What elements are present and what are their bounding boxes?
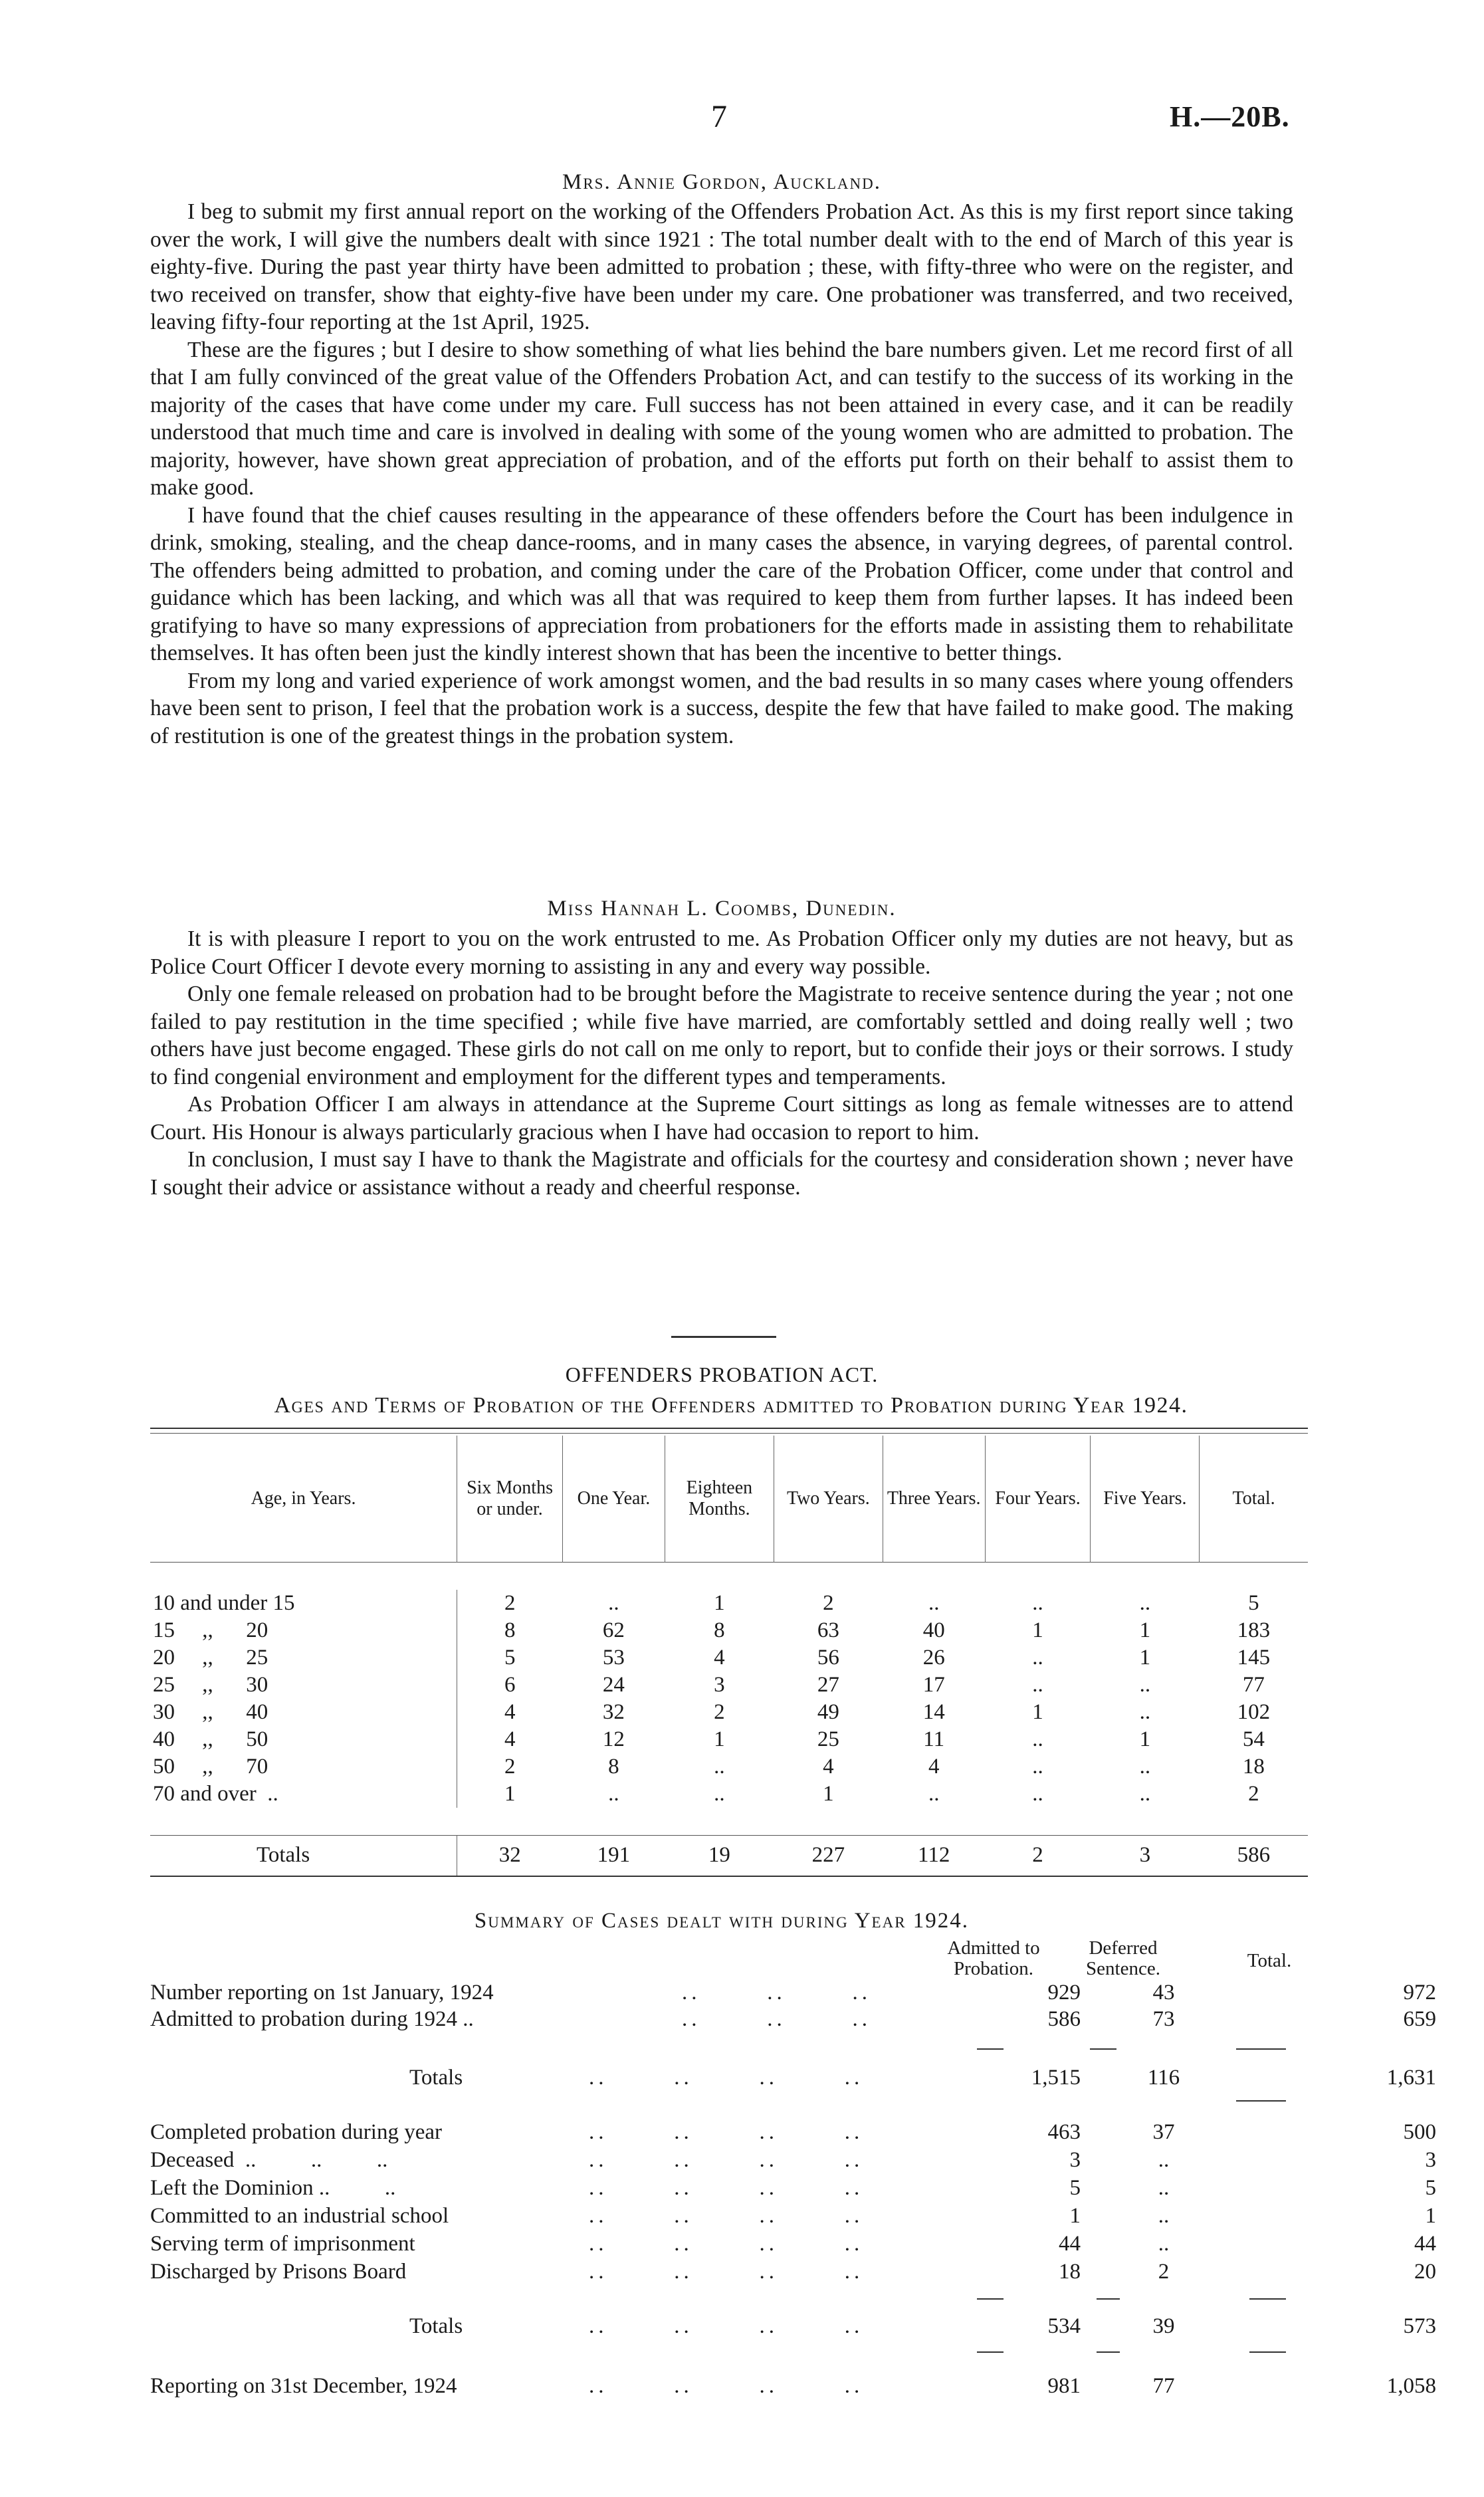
value-cell: .. <box>1158 2176 1170 2200</box>
value-cell: 20 <box>1414 2260 1436 2284</box>
leader-dots: .. .. .. <box>682 1981 871 2005</box>
value-cell: 17 <box>922 1672 945 1697</box>
value-cell: 4 <box>714 1645 725 1670</box>
value-cell: .. <box>1032 1781 1043 1806</box>
value-cell: 1 <box>1069 2204 1081 2228</box>
column-header: Total. <box>1200 1436 1308 1562</box>
total-cell: 32 <box>457 1835 563 1876</box>
leader-dots: .. .. .. .. <box>589 2232 864 2256</box>
total-cell: 116 <box>1147 2066 1180 2090</box>
section-divider <box>671 1336 776 1338</box>
age-cell: 10 and under 15 <box>153 1590 295 1615</box>
leader-dots: .. .. .. .. <box>589 2176 864 2200</box>
sum-rule <box>1097 2351 1120 2353</box>
value-cell: 62 <box>602 1618 625 1642</box>
total-cell: 112 <box>918 1843 950 1868</box>
value-cell: 77 <box>1152 2374 1175 2398</box>
leader-dots: .. .. .. .. <box>589 2260 864 2284</box>
leader-dots: .. .. .. .. <box>589 2066 864 2090</box>
row-label: Left the Dominion .. .. <box>150 2176 396 2200</box>
total-cell: 1,631 <box>1386 2066 1436 2090</box>
sum-rule <box>977 2048 1004 2050</box>
table-row <box>150 1726 1308 1753</box>
column-header: Deferred Sentence. <box>1086 1937 1160 1979</box>
total-cell: 191 <box>597 1843 631 1868</box>
total-cell: 534 <box>1047 2314 1081 2338</box>
value-cell: .. <box>1032 1754 1043 1779</box>
table-row <box>150 1617 1308 1644</box>
value-cell: 14 <box>922 1699 945 1724</box>
totals-label: Totals <box>409 2066 463 2090</box>
table-row <box>150 1753 1308 1781</box>
row-label: Discharged by Prisons Board <box>150 2260 407 2284</box>
value-cell: .. <box>1139 1781 1151 1806</box>
value-cell: 2 <box>457 1753 563 1781</box>
total-cell: 573 <box>1403 2314 1436 2338</box>
value-cell: 18 <box>1059 2260 1081 2284</box>
totals-label: Totals <box>409 2314 463 2338</box>
totals-label: Totals <box>257 1843 310 1868</box>
value-cell: 2 <box>1248 1781 1259 1806</box>
value-cell: 49 <box>817 1699 839 1724</box>
value-cell: 12 <box>602 1727 625 1751</box>
value-cell: 54 <box>1242 1727 1265 1751</box>
table-title: OFFENDERS PROBATION ACT. <box>565 1362 879 1386</box>
row-label: Deceased .. .. .. <box>150 2148 388 2172</box>
column-header: One Year. <box>563 1436 665 1562</box>
column-header: Six Months or under. <box>457 1436 563 1562</box>
age-cell: 15 ,, 20 <box>153 1618 268 1642</box>
value-cell: 5 <box>1425 2176 1436 2200</box>
value-cell: 27 <box>817 1672 839 1697</box>
value-cell: 183 <box>1237 1618 1271 1642</box>
paragraph: In conclusion, I must say I have to thank the Magistrate and officials for the courtesy and consideration shown ; never have I sought their advice or assistance without a ready and cheerful response. <box>150 1147 1293 1200</box>
value-cell: 8 <box>457 1617 563 1644</box>
table-totals-row <box>150 1835 1308 1876</box>
value-cell: 8 <box>714 1618 725 1642</box>
value-cell: 3 <box>1069 2148 1081 2172</box>
value-cell: 586 <box>1047 2007 1081 2031</box>
table-row <box>150 1699 1308 1726</box>
table-row <box>150 1672 1308 1699</box>
sum-rule <box>1090 2048 1116 2050</box>
section2-heading: Miss Hannah L. Coombs, Dunedin. <box>547 897 897 921</box>
value-cell: .. <box>1158 2148 1170 2172</box>
value-cell: 972 <box>1403 1981 1436 2005</box>
section1-body <box>150 198 1293 750</box>
sum-rule <box>977 2351 1004 2353</box>
age-cell: 40 ,, 50 <box>153 1727 268 1751</box>
value-cell: .. <box>608 1590 619 1615</box>
row-label: Admitted to probation during 1924 .. <box>150 2007 474 2031</box>
value-cell: 37 <box>1152 2120 1175 2144</box>
leader-dots: .. .. .. .. <box>589 2120 864 2144</box>
value-cell: 659 <box>1403 2007 1436 2031</box>
column-header: Three Years. <box>883 1436 985 1562</box>
value-cell: 32 <box>602 1699 625 1724</box>
row-label: Completed probation during year <box>150 2120 442 2144</box>
page-number: 7 <box>711 99 727 134</box>
value-cell: 1 <box>1139 1618 1151 1642</box>
value-cell: 4 <box>457 1699 563 1726</box>
value-cell: 5 <box>1248 1590 1259 1615</box>
leader-dots: .. .. .. .. <box>589 2204 864 2228</box>
value-cell: 3 <box>714 1672 725 1697</box>
value-cell: 5 <box>1069 2176 1081 2200</box>
value-cell: 145 <box>1237 1645 1271 1670</box>
value-cell: 102 <box>1237 1699 1271 1724</box>
value-cell: 25 <box>817 1727 839 1751</box>
paragraph: From my long and varied experience of work amongst women, and the bad results in so many cases where young offenders have been sent to prison, I feel that the probation work is a success, despite the few that have failed to make good. The making of restitution is one of the greatest things in the probation system. <box>150 668 1293 748</box>
probation-terms-table <box>150 1436 1308 1877</box>
value-cell: .. <box>714 1781 725 1806</box>
sum-rule <box>1249 2351 1286 2353</box>
column-header: Four Years. <box>985 1436 1091 1562</box>
age-cell: 30 ,, 40 <box>153 1699 268 1724</box>
value-cell: .. <box>1032 1645 1043 1670</box>
value-cell: 2 <box>823 1590 834 1615</box>
value-cell: 4 <box>928 1754 940 1779</box>
value-cell: .. <box>1139 1699 1151 1724</box>
table-top-rule-2 <box>150 1433 1308 1434</box>
value-cell: 44 <box>1414 2232 1436 2256</box>
value-cell: 4 <box>823 1754 834 1779</box>
value-cell: 26 <box>922 1645 945 1670</box>
sum-rule <box>1249 2298 1286 2300</box>
section1-heading: Mrs. Annie Gordon, Auckland. <box>562 170 881 194</box>
column-header: Two Years. <box>774 1436 883 1562</box>
value-cell: 40 <box>922 1618 945 1642</box>
leader-dots: .. .. .. .. <box>589 2314 864 2338</box>
value-cell: .. <box>1139 1754 1151 1779</box>
value-cell: 44 <box>1059 2232 1081 2256</box>
sum-rule <box>1236 2100 1286 2102</box>
leader-dots: .. .. .. .. <box>589 2148 864 2172</box>
value-cell: 4 <box>457 1726 563 1753</box>
table-row <box>150 1590 1308 1617</box>
value-cell: 2 <box>457 1590 563 1617</box>
value-cell: 463 <box>1047 2120 1081 2144</box>
value-cell: 981 <box>1047 2374 1081 2398</box>
value-cell: 18 <box>1242 1754 1265 1779</box>
paragraph: It is with pleasure I report to you on the work entrusted to me. As Probation Officer only my duties are not heavy, but as Police Court Officer I devote every morning to assisting in any and every way possible. <box>150 926 1293 979</box>
column-header: Admitted to Probation. <box>947 1937 1040 1979</box>
sum-rule <box>1236 2048 1286 2050</box>
row-label: Number reporting on 1st January, 1924 <box>150 1981 494 2005</box>
column-header: Eighteen Months. <box>665 1436 774 1562</box>
age-cell: 50 ,, 70 <box>153 1754 268 1779</box>
total-cell: 586 <box>1237 1843 1271 1868</box>
leader-dots: .. .. .. <box>682 2007 871 2031</box>
value-cell: 1 <box>1425 2204 1436 2228</box>
value-cell: 24 <box>602 1672 625 1697</box>
table-top-rule <box>150 1428 1308 1429</box>
value-cell: 5 <box>457 1644 563 1672</box>
value-cell: 77 <box>1242 1672 1265 1697</box>
value-cell: .. <box>608 1781 619 1806</box>
total-cell: 19 <box>708 1843 730 1868</box>
value-cell: .. <box>928 1781 940 1806</box>
value-cell: .. <box>714 1754 725 1779</box>
value-cell: 1 <box>1139 1645 1151 1670</box>
value-cell: 63 <box>817 1618 839 1642</box>
value-cell: 2 <box>714 1699 725 1724</box>
value-cell: 56 <box>817 1645 839 1670</box>
value-cell: 1 <box>714 1727 725 1751</box>
value-cell: 6 <box>457 1672 563 1699</box>
section2-body <box>150 925 1293 1201</box>
leader-dots: .. .. .. .. <box>589 2374 864 2398</box>
value-cell: .. <box>1032 1727 1043 1751</box>
total-cell: 2 <box>1032 1843 1043 1868</box>
value-cell: 53 <box>602 1645 625 1670</box>
table-header-row <box>150 1436 1308 1562</box>
row-label: Serving term of imprisonment <box>150 2232 415 2256</box>
paragraph: These are the figures ; but I desire to show something of what lies behind the bare numbers given. Let me record first of all that I am fully convinced of the great value of the Offenders Probation Act, and can testify to the success of its working in the majority of the cases that have come under my care. Full success has not been attained in every case, and it can be readily understood that much time and care is involved in dealing with some of the young women who are admitted to probation. The majority, however, have shown great appreciation of probation, and of the efforts put forth on their behalf to assist them to make good. <box>150 337 1293 500</box>
value-cell: .. <box>1158 2204 1170 2228</box>
value-cell: 73 <box>1152 2007 1175 2031</box>
row-label: Reporting on 31st December, 1924 <box>150 2374 457 2398</box>
value-cell: 1 <box>714 1590 725 1615</box>
age-cell: 20 ,, 25 <box>153 1645 268 1670</box>
document-reference: H.—20B. <box>1170 100 1290 133</box>
table-subtitle: Ages and Terms of Probation of the Offenders admitted to Probation during Year 1924. <box>274 1393 1188 1418</box>
value-cell: 1 <box>457 1781 563 1808</box>
value-cell: 43 <box>1152 1981 1175 2005</box>
column-header: Five Years. <box>1091 1436 1200 1562</box>
paragraph: Only one female released on probation had to be brought before the Magistrate to receive sentence during the year ; not one failed to pay restitution in the time specified ; while five have married, are comfortably settled and doing really well ; two others have just become engaged. These girls do not call on me only to report, but to confide their joys or their sorrows. I study to find congenial environment and employment for the different types and temperaments. <box>150 982 1293 1089</box>
value-cell: .. <box>1158 2232 1170 2256</box>
summary-title: Summary of Cases dealt with during Year 1924. <box>474 1909 970 1933</box>
table-row <box>150 1781 1308 1808</box>
value-cell: 1 <box>1032 1618 1043 1642</box>
paragraph: As Probation Officer I am always in attendance at the Supreme Court sittings as long as female witnesses are to attend Court. His Honour is always particularly gracious when I have had occasion to report to him. <box>150 1092 1293 1144</box>
value-cell: 1 <box>1139 1727 1151 1751</box>
sum-rule <box>1097 2298 1120 2300</box>
value-cell: 8 <box>608 1754 619 1779</box>
total-cell: 227 <box>811 1843 845 1868</box>
value-cell: .. <box>1139 1672 1151 1697</box>
value-cell: .. <box>1032 1590 1043 1615</box>
value-cell: .. <box>1139 1590 1151 1615</box>
total-cell: 39 <box>1152 2314 1175 2338</box>
paragraph: I beg to submit my first annual report on the working of the Offenders Probation Act. As this is my first report since taking over the work, I will give the numbers dealt with since 1921 : The total number dealt with to the end of March of this year is eighty-five. During the past year thirty have been admitted to probation ; these, with fifty-three who were on the register, and two received on transfer, show that eighty-five have been under my care. One probationer was transferred, and two received, leaving fifty-four reporting at the 1st April, 1925. <box>150 199 1293 334</box>
value-cell: .. <box>928 1590 940 1615</box>
value-cell: 1 <box>1032 1699 1043 1724</box>
age-cell: 70 and over .. <box>153 1781 278 1806</box>
sum-rule <box>977 2298 1004 2300</box>
value-cell: .. <box>1032 1672 1043 1697</box>
column-header: Total. <box>1247 1950 1292 1971</box>
value-cell: 2 <box>1158 2260 1170 2284</box>
age-cell: 25 ,, 30 <box>153 1672 268 1697</box>
total-cell: 1,515 <box>1031 2066 1081 2090</box>
table-row <box>150 1644 1308 1672</box>
value-cell: 500 <box>1403 2120 1436 2144</box>
value-cell: 11 <box>923 1727 945 1751</box>
value-cell: 1 <box>823 1781 834 1806</box>
value-cell: 3 <box>1425 2148 1436 2172</box>
value-cell: 929 <box>1047 1981 1081 2005</box>
column-header: Age, in Years. <box>251 1487 356 1509</box>
total-cell: 3 <box>1139 1843 1151 1868</box>
value-cell: 1,058 <box>1386 2374 1436 2398</box>
paragraph: I have found that the chief causes resulting in the appearance of these offenders before the Court has been indulgence in drink, smoking, stealing, and the cheap dance-rooms, and in many cases the absence, in varying degrees, of parental control. The offenders being admitted to probation, and coming under the care of the Probation Officer, come under that control and guidance which has been lacking, and which was all that was required to keep them from further lapses. It has indeed been gratifying to have so many expressions of appreciation from probationers for the efforts made in assisting them to rehabilitate themselves. It has often been just the kindly interest shown that has been the incentive to better things. <box>150 502 1293 665</box>
row-label: Committed to an industrial school <box>150 2204 449 2228</box>
